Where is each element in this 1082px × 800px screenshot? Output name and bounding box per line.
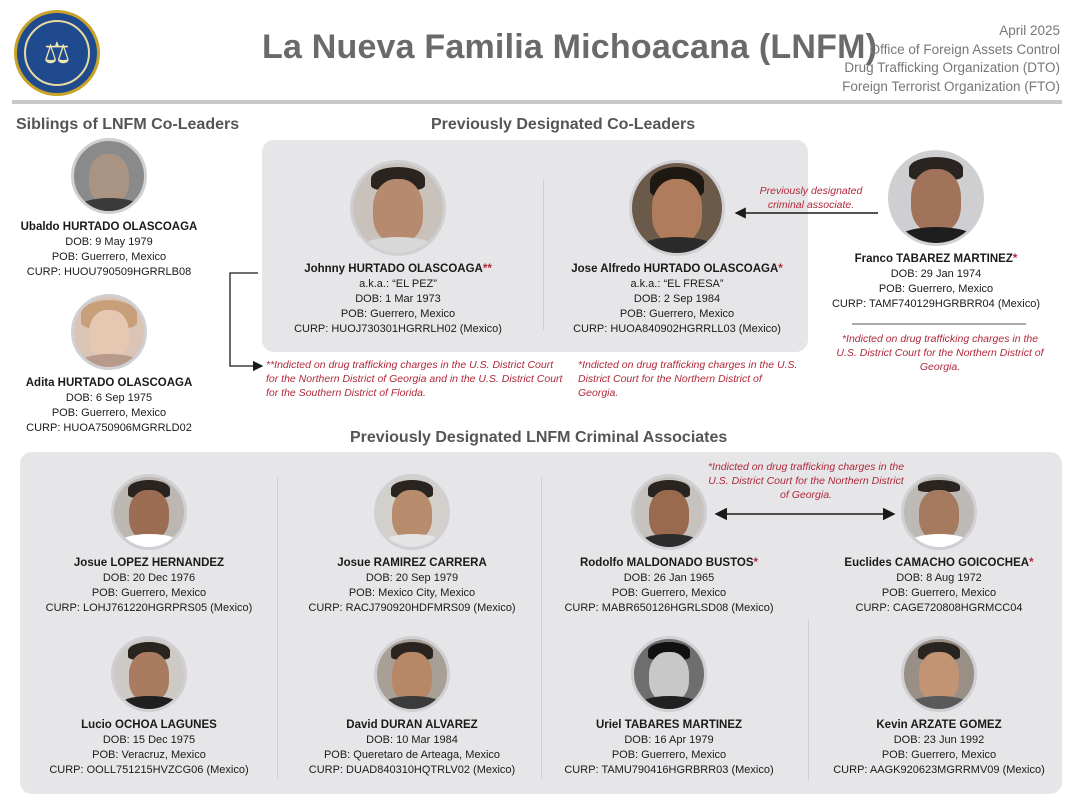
person-dob: DOB: 9 May 1979 — [65, 236, 153, 248]
person-photo — [374, 636, 450, 712]
siblings-bracket — [230, 273, 262, 366]
person-curp: CURP: DUAD840310HQTRLV02 (Mexico) — [308, 764, 516, 776]
person-name: Lucio OCHOA LAGUNES — [81, 719, 217, 731]
person-photo — [111, 474, 187, 550]
person-card — [549, 474, 789, 616]
associate-arrow-note: Previously designated criminal associate. — [759, 185, 863, 211]
person-dob: DOB: 10 Mar 1984 — [366, 734, 458, 746]
person-name: Josue LOPEZ HERNANDEZ — [73, 557, 225, 569]
person-name: Jose Alfredo HURTADO OLASCOAGA — [571, 263, 779, 275]
person-dob: DOB: 23 Jun 1992 — [893, 734, 985, 746]
person-card — [0, 294, 229, 436]
person-name: Euclides CAMACHO GOICOCHEA — [844, 557, 1030, 569]
person-curp: CURP: TAMU790416HGRBRR03 (Mexico) — [564, 764, 774, 776]
person-name: David DURAN ALVAREZ — [346, 719, 478, 731]
siblings-section-title: Siblings of LNFM Co-Leaders — [16, 116, 240, 133]
person-photo — [71, 294, 147, 370]
person-aka: a.k.a.: “EL PEZ” — [359, 278, 437, 290]
person-dob: DOB: 29 Jan 1974 — [890, 268, 982, 280]
person-curp: CURP: AAGK920623MGRRMV09 (Mexico) — [833, 764, 1045, 776]
scales-icon: ⚖ — [24, 20, 90, 86]
person-photo — [111, 636, 187, 712]
franco-indictment-note: *Indicted on drug trafficking charges in the U.S. District Court for the Northern District of Georgia. — [836, 333, 1044, 373]
person-pob: POB: Guerrero, Mexico — [611, 587, 727, 599]
person-dob: DOB: 2 Sep 1984 — [633, 293, 721, 305]
person-photo — [901, 474, 977, 550]
person-card — [292, 636, 532, 778]
person-card — [549, 636, 789, 778]
indictment-marker: * — [778, 263, 783, 275]
person-photo — [629, 160, 725, 256]
person-card — [816, 150, 1056, 312]
person-photo — [350, 160, 446, 256]
person-name: Josue RAMIREZ CARRERA — [337, 557, 487, 569]
person-photo — [631, 636, 707, 712]
person-card — [819, 474, 1059, 616]
header-dto: Drug Trafficking Organization (DTO) — [844, 60, 1060, 75]
person-dob: DOB: 1 Mar 1973 — [355, 293, 441, 305]
person-photo — [374, 474, 450, 550]
person-curp: CURP: CAGE720808HGRMCC04 — [855, 602, 1023, 614]
person-pob: POB: Guerrero, Mexico — [51, 407, 167, 419]
indictment-marker: * — [1029, 557, 1034, 569]
indictment-marker: * — [1012, 253, 1018, 265]
person-card — [819, 636, 1059, 778]
page-title: La Nueva Familia Michoacana (LNFM) — [262, 28, 878, 66]
person-pob: POB: Guerrero, Mexico — [91, 587, 207, 599]
person-pob: POB: Guerrero, Mexico — [611, 749, 727, 761]
person-pob: POB: Guerrero, Mexico — [51, 251, 167, 263]
person-name: Rodolfo MALDONADO BUSTOS — [579, 557, 754, 569]
person-curp: CURP: HUOJ730301HGRRLH02 (Mexico) — [294, 323, 502, 335]
coleaders-section-title: Previously Designated Co-Leaders — [431, 116, 696, 133]
person-curp: CURP: MABR650126HGRLSD08 (Mexico) — [564, 602, 774, 614]
person-dob: DOB: 20 Sep 1979 — [365, 572, 459, 584]
person-name: Uriel TABARES MARTINEZ — [595, 719, 743, 731]
person-pob: POB: Guerrero, Mexico — [619, 308, 735, 320]
person-curp: CURP: LOHJ761220HGRPRS05 (Mexico) — [45, 602, 253, 614]
johnny-indictment-note: **Indicted on drug trafficking charges in the U.S. District Court for the Northern District of Georgia and in the U.S. District Court for the Southern District of Florida. — [266, 359, 563, 399]
person-curp: CURP: OOLL751215HVZCG06 (Mexico) — [49, 764, 249, 776]
person-name: Kevin ARZATE GOMEZ — [876, 719, 1002, 731]
person-photo — [71, 138, 147, 214]
header-date: April 2025 — [999, 23, 1060, 38]
person-dob: DOB: 26 Jan 1965 — [623, 572, 715, 584]
person-dob: DOB: 20 Dec 1976 — [102, 572, 196, 584]
person-aka: a.k.a.: “EL FRESA” — [630, 278, 724, 290]
person-card — [29, 636, 269, 778]
person-curp: CURP: HUOU790509HGRRLB08 — [26, 266, 192, 278]
person-name: Johnny HURTADO OLASCOAGA — [304, 263, 483, 275]
rodolfo-indictment-note: *Indicted on drug trafficking charges in the U.S. District Court for the Northern District of Georgia. — [707, 461, 905, 501]
person-pob: POB: Guerrero, Mexico — [881, 749, 997, 761]
person-dob: DOB: 16 Apr 1979 — [624, 734, 714, 746]
person-photo — [901, 636, 977, 712]
person-card — [278, 160, 518, 337]
person-pob: POB: Guerrero, Mexico — [881, 587, 997, 599]
person-dob: DOB: 15 Dec 1975 — [102, 734, 196, 746]
person-dob: DOB: 8 Aug 1972 — [896, 572, 982, 584]
person-name: Adita HURTADO OLASCOAGA — [25, 377, 193, 389]
indictment-marker: * — [753, 557, 759, 569]
jose-indictment-note: *Indicted on drug trafficking charges in the U.S. District Court for the Northern District of Georgia. — [578, 359, 798, 399]
person-card — [0, 138, 229, 280]
person-pob: POB: Queretaro de Arteaga, Mexico — [323, 749, 501, 761]
person-name: Franco TABAREZ MARTINEZ — [854, 253, 1013, 265]
person-dob: DOB: 6 Sep 1975 — [65, 392, 153, 404]
person-pob: POB: Guerrero, Mexico — [878, 283, 994, 295]
person-photo — [631, 474, 707, 550]
person-pob: POB: Guerrero, Mexico — [340, 308, 456, 320]
person-pob: POB: Veracruz, Mexico — [92, 749, 206, 761]
indictment-marker: ** — [482, 263, 492, 275]
person-curp: CURP: HUOA750906MGRRLD02 — [26, 422, 192, 434]
person-card — [29, 474, 269, 616]
associates-section-title: Previously Designated LNFM Criminal Associates — [350, 429, 728, 446]
header-office: Office of Foreign Assets Control — [869, 41, 1060, 57]
person-curp: CURP: HUOA840902HGRRLL03 (Mexico) — [573, 323, 781, 335]
person-card — [292, 474, 532, 616]
person-curp: CURP: RACJ790920HDFMRS09 (Mexico) — [308, 602, 516, 614]
header-fto: Foreign Terrorist Organization (FTO) — [842, 78, 1060, 94]
person-pob: POB: Mexico City, Mexico — [348, 587, 476, 599]
person-photo — [888, 150, 984, 246]
person-curp: CURP: TAMF740129HGRBRR04 (Mexico) — [831, 298, 1041, 310]
person-name: Ubaldo HURTADO OLASCOAGA — [20, 221, 198, 233]
